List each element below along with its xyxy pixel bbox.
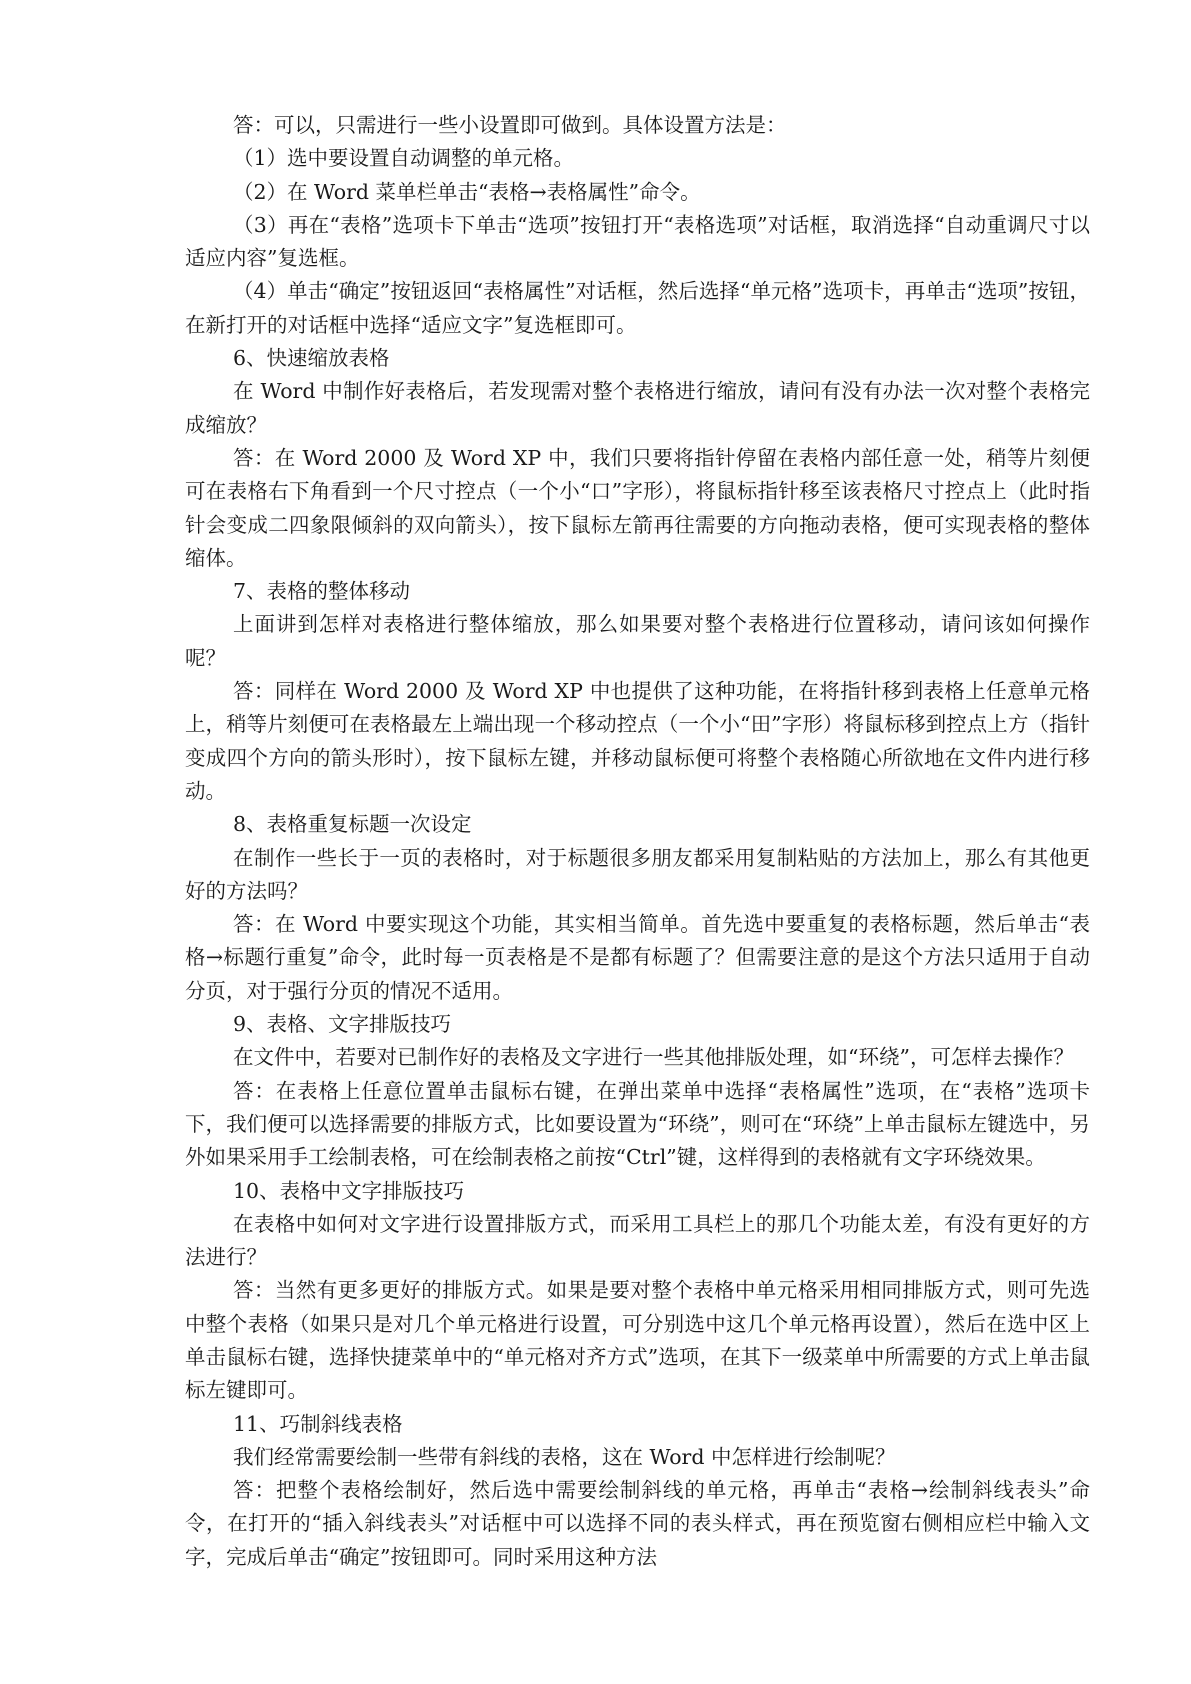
- section-heading-11: 11、巧制斜线表格: [233, 1411, 403, 1436]
- section-heading-6: 6、快速缩放表格: [233, 346, 390, 371]
- answer-paragraph: 答：可以，只需进行一些小设置即可做到。具体设置方法是：: [233, 113, 787, 137]
- document-page: [185, 109, 1090, 1574]
- section-heading-7: 7、表格的整体移动: [233, 579, 411, 604]
- question-paragraph-9: 在文件中，若要对已制作好的表格及文字进行一些其他排版处理，如“环绕”，可怎样去操作？: [233, 1045, 1074, 1070]
- answer-paragraph-6: 答：在 Word 2000 及 Word XP 中，我们只要将指针停留在表格内部任意一处，稍等片刻便可在表格右下角看到一个尺寸控点（一个小“口”字形），将鼠标指针移至该表格尺寸控点上（此时指针会变成二四象限倾斜的双向箭头），按下鼠标左箭再往需要的方向拖动表格，便可实现表格的整体缩体。: [185, 445, 1090, 570]
- question-paragraph-11: 我们经常需要绘制一些带有斜线的表格，这在 Word 中怎样进行绘制呢？: [233, 1444, 896, 1469]
- question-paragraph-7: 上面讲到怎样对表格进行整体缩放，那么如果要对整个表格进行位置移动，请问该如何操作呢？: [185, 612, 1090, 670]
- section-heading-9: 9、表格、文字排版技巧: [233, 1012, 452, 1037]
- section-heading-8: 8、表格重复标题一次设定: [233, 812, 472, 837]
- step-2: （2）在 Word 菜单栏单击“表格→表格属性”命令。: [233, 179, 701, 204]
- step-4: （4）单击“确定”按钮返回“表格属性”对话框，然后选择“单元格”选项卡，再单击“选项”按钮，在新打开的对话框中选择“适应文字”复选框即可。: [185, 279, 1090, 337]
- answer-paragraph-11: 答：把整个表格绘制好，然后选中需要绘制斜线的单元格，再单击“表格→绘制斜线表头”命令，在打开的“插入斜线表头”对话框中可以选择不同的表头样式，再在预览窗右侧相应栏中输入文字，完成后单击“确定”按钮即可。同时采用这种方法: [185, 1478, 1090, 1569]
- step-1: （1）选中要设置自动调整的单元格。: [233, 146, 575, 171]
- question-paragraph-8: 在制作一些长于一页的表格时，对于标题很多朋友都采用复制粘贴的方法加上，那么有其他更好的方法吗？: [185, 845, 1090, 903]
- question-paragraph-6: 在 Word 中制作好表格后，若发现需对整个表格进行缩放，请问有没有办法一次对整个表格完成缩放？: [185, 379, 1090, 437]
- answer-paragraph-8: 答：在 Word 中要实现这个功能，其实相当简单。首先选中要重复的表格标题，然后单击“表格→标题行重复”命令，此时每一页表格是不是都有标题了？但需要注意的是这个方法只适用于自动分页，对于强行分页的情况不适用。: [185, 912, 1090, 1003]
- question-paragraph-10: 在表格中如何对文字进行设置排版方式，而采用工具栏上的那几个功能太差，有没有更好的方法进行？: [185, 1211, 1090, 1270]
- step-3: （3）再在“表格”选项卡下单击“选项”按钮打开“表格选项”对话框，取消选择“自动重调尺寸以适应内容”复选框。: [185, 212, 1090, 271]
- answer-paragraph-7: 答：同样在 Word 2000 及 Word XP 中也提供了这种功能，在将指针移到表格上任意单元格上，稍等片刻便可在表格最左上端出现一个移动控点（一个小“田”字形）将鼠标移到控点上方（指针变成四个方向的箭头形时），按下鼠标左键，并移动鼠标便可将整个表格随心所欲地在文件内进行移动。: [185, 679, 1090, 803]
- answer-paragraph-9: 答：在表格上任意位置单击鼠标右键，在弹出菜单中选择“表格属性”选项，在“表格”选项卡下，我们便可以选择需要的排版方式，比如要设置为“环绕”，则可在“环绕”上单击鼠标左键选中，另外如果采用手工绘制表格，可在绘制表格之前按“Ctrl”键，这样得到的表格就有文字环绕效果。: [185, 1078, 1090, 1170]
- section-heading-10: 10、表格中文字排版技巧: [233, 1178, 465, 1203]
- answer-paragraph-10: 答：当然有更多更好的排版方式。如果是要对整个表格中单元格采用相同排版方式，则可先选中整个表格（如果只是对几个单元格进行设置，可分别选中这几个单元格再设置），然后在选中区上单击鼠标右键，选择快捷菜单中的“单元格对齐方式”选项，在其下一级菜单中所需要的方式上单击鼠标左键即可。: [185, 1278, 1090, 1403]
